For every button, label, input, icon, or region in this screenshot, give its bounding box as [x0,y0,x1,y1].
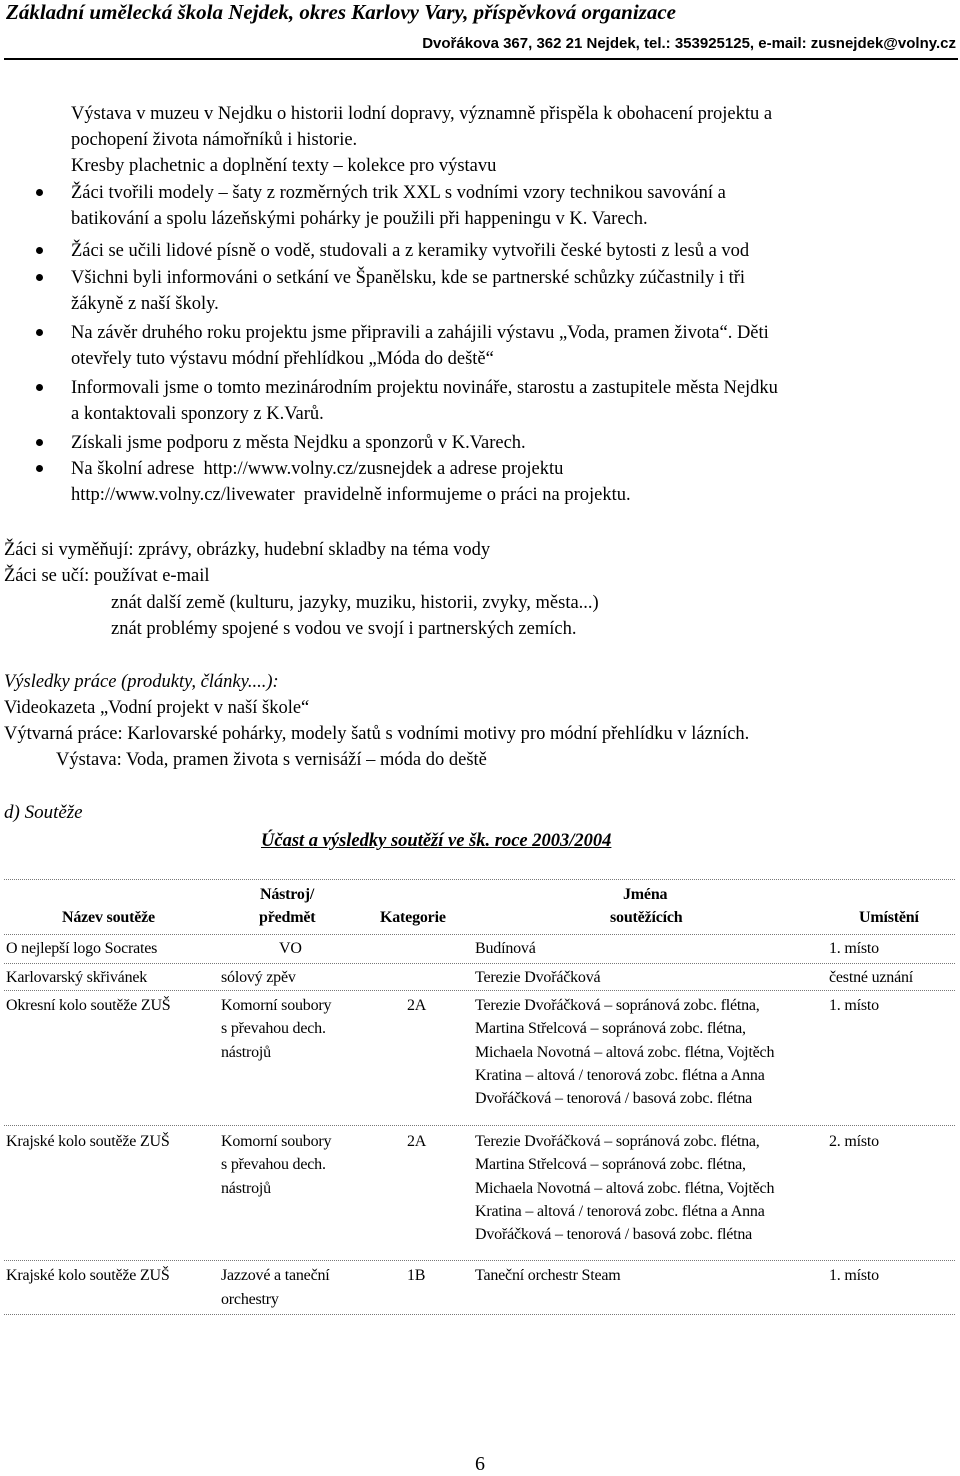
table-border [4,963,955,964]
cell-names: Michaela Novotná – altová zobc. flétna, Vojtěch [475,1180,775,1197]
models-text-cont: batikování a spolu lázeňskými pohárky je použili při happeningu v K. Varech. [71,209,648,229]
cell-category: 2A [407,1133,427,1150]
exhibition-opening-text: Na závěr druhého roku projektu jsme připravili a zahájili výstavu „Voda, pramen života“. Děti [71,323,769,343]
cell-names: Michaela Novotná – altová zobc. flétna, Vojtěch [475,1044,775,1061]
bullet-dot [36,274,43,281]
col-header-instrument: Nástroj/ [260,886,315,903]
cell-competition: Krajské kolo soutěže ZUŠ [6,1133,170,1150]
cell-placement: 2. místo [829,1133,879,1150]
museum-exhibition-text-cont: pochopení života námořníků i historie. [71,130,358,150]
cell-competition: O nejlepší logo Socrates [6,940,158,957]
cell-competition: Okresní kolo soutěže ZUŠ [6,997,171,1014]
bullet-dot [36,189,43,196]
cell-names: Terezie Dvořáčková – sopránová zobc. flétna, [475,1133,760,1150]
cell-instrument: Komorní soubory [221,1133,332,1150]
col-header-instrument-cont: předmět [259,909,316,926]
cell-names: Terezie Dvořáčková [475,969,601,986]
cell-competition: Krajské kolo soutěže ZUŠ [6,1267,170,1284]
col-header-placement: Umístění [859,909,919,926]
cell-instrument: sólový zpěv [221,969,296,986]
cell-names: Kratina – altová / tenorová zobc. flétna a Anna [475,1067,765,1084]
col-header-names: Jména [623,886,668,903]
competitions-heading: d) Soutěže [4,802,83,823]
cell-names: Budínová [475,940,536,957]
cell-names: Dvořáčková – tenorová / basová zobc. flétna [475,1090,753,1107]
cell-instrument: nástrojů [221,1044,271,1061]
cell-placement: čestné uznání [829,969,914,986]
page-number: 6 [475,1453,485,1475]
cell-placement: 1. místo [829,997,879,1014]
school-name-heading: Základní umělecká škola Nejdek, okres Karlovy Vary, příspěvková organizace [6,0,676,24]
cell-names: Kratina – altová / tenorová zobc. flétna a Anna [475,1203,765,1220]
results-exhibition: Výstava: Voda, pramen života s vernisáží – móda do deště [56,750,487,770]
competitions-table-title: Účast a výsledky soutěží ve šk. roce 2003/2004 [261,831,612,851]
cell-instrument: orchestry [221,1291,279,1308]
cell-names: Martina Střelcová – sopránová zobc. flétna, [475,1020,746,1037]
cell-placement: 1. místo [829,940,879,957]
table-border [4,990,955,991]
drawings-text: Kresby plachetnic a doplnění texty – kolekce pro výstavu [71,156,497,176]
cell-names: Dvořáčková – tenorová / basová zobc. flétna [475,1226,753,1243]
spain-meeting-text-cont: žákyně z naší školy. [71,294,219,314]
header-divider [4,58,958,60]
press-info-text: Informovali jsme o tomto mezinárodním projektu novináře, starostu a zastupitele města Nejdku [71,378,778,398]
learning-line: Žáci se učí: používat e-mail [4,566,210,586]
results-video: Videokazeta „Vodní projekt v naší škole“ [4,698,310,718]
col-header-name: Název soutěže [62,909,155,926]
bullet-dot [36,247,43,254]
learning-line-problems: znát problémy spojené s vodou ve svojí i partnerských zemích. [111,619,577,639]
bullet-dot [36,465,43,472]
web-address-text: Na školní adrese http://www.volny.cz/zusnejdek a adrese projektu [71,459,564,479]
table-border [4,879,955,880]
cell-category: 1B [407,1267,426,1284]
exchange-line: Žáci si vyměňují: zprávy, obrázky, hudební skladby na téma vody [4,540,491,560]
museum-exhibition-text: Výstava v muzeu v Nejdku o historii lodní dopravy, významně přispěla k obohacení projektu a [71,104,773,124]
table-border [4,1260,955,1261]
web-address-text-cont: http://www.volny.cz/livewater pravidelně informujeme o práci na projektu. [71,485,631,505]
cell-placement: 1. místo [829,1267,879,1284]
cell-names: Martina Střelcová – sopránová zobc. flétna, [475,1156,746,1173]
bullet-dot [36,329,43,336]
school-address: Dvořákova 367, 362 21 Nejdek, tel.: 353925125, e-mail: zusnejdek@volny.cz [422,35,956,52]
learning-line-countries: znát další země (kulturu, jazyky, muziku, historii, zvyky, města...) [111,593,599,613]
folk-songs-text: Žáci se učili lidové písně o vodě, studovali a z keramiky vytvořili české bytosti z lesů a vod [71,241,750,261]
models-text: Žáci tvořili modely – šaty z rozměrných trik XXL s vodními vzory technikou savování a [71,183,726,203]
cell-competition: Karlovarský skřivánek [6,969,148,986]
table-border [4,1314,955,1315]
table-border [4,1125,955,1126]
results-heading: Výsledky práce (produkty, články....): [4,672,279,692]
cell-instrument: nástrojů [221,1180,271,1197]
results-art: Výtvarná práce: Karlovarské pohárky, modely šatů s vodními motivy pro módní přehlídku v lázních. [4,724,750,744]
cell-instrument: s převahou dech. [221,1156,326,1173]
cell-instrument: Jazzové a taneční [221,1267,330,1284]
cell-names: Terezie Dvořáčková – sopránová zobc. flétna, [475,997,760,1014]
spain-meeting-text: Všichni byli informováni o setkání ve Španělsku, kde se partnerské schůzky zúčastnily i tři [71,268,746,288]
exhibition-opening-text-cont: otevřely tuto výstavu módní přehlídkou „Móda do deště“ [71,349,494,369]
cell-names: Taneční orchestr Steam [475,1267,621,1284]
cell-instrument: s převahou dech. [221,1020,326,1037]
cell-instrument: VO [279,940,302,957]
support-text: Získali jsme podporu z města Nejdku a sponzorů v K.Varech. [71,433,526,453]
col-header-names-cont: soutěžících [610,909,683,926]
cell-instrument: Komorní soubory [221,997,332,1014]
table-border [4,934,955,935]
cell-category: 2A [407,997,427,1014]
col-header-category: Kategorie [380,909,446,926]
bullet-dot [36,439,43,446]
press-info-text-cont: a kontaktovali sponzory z K.Varů. [71,404,324,424]
bullet-dot [36,384,43,391]
